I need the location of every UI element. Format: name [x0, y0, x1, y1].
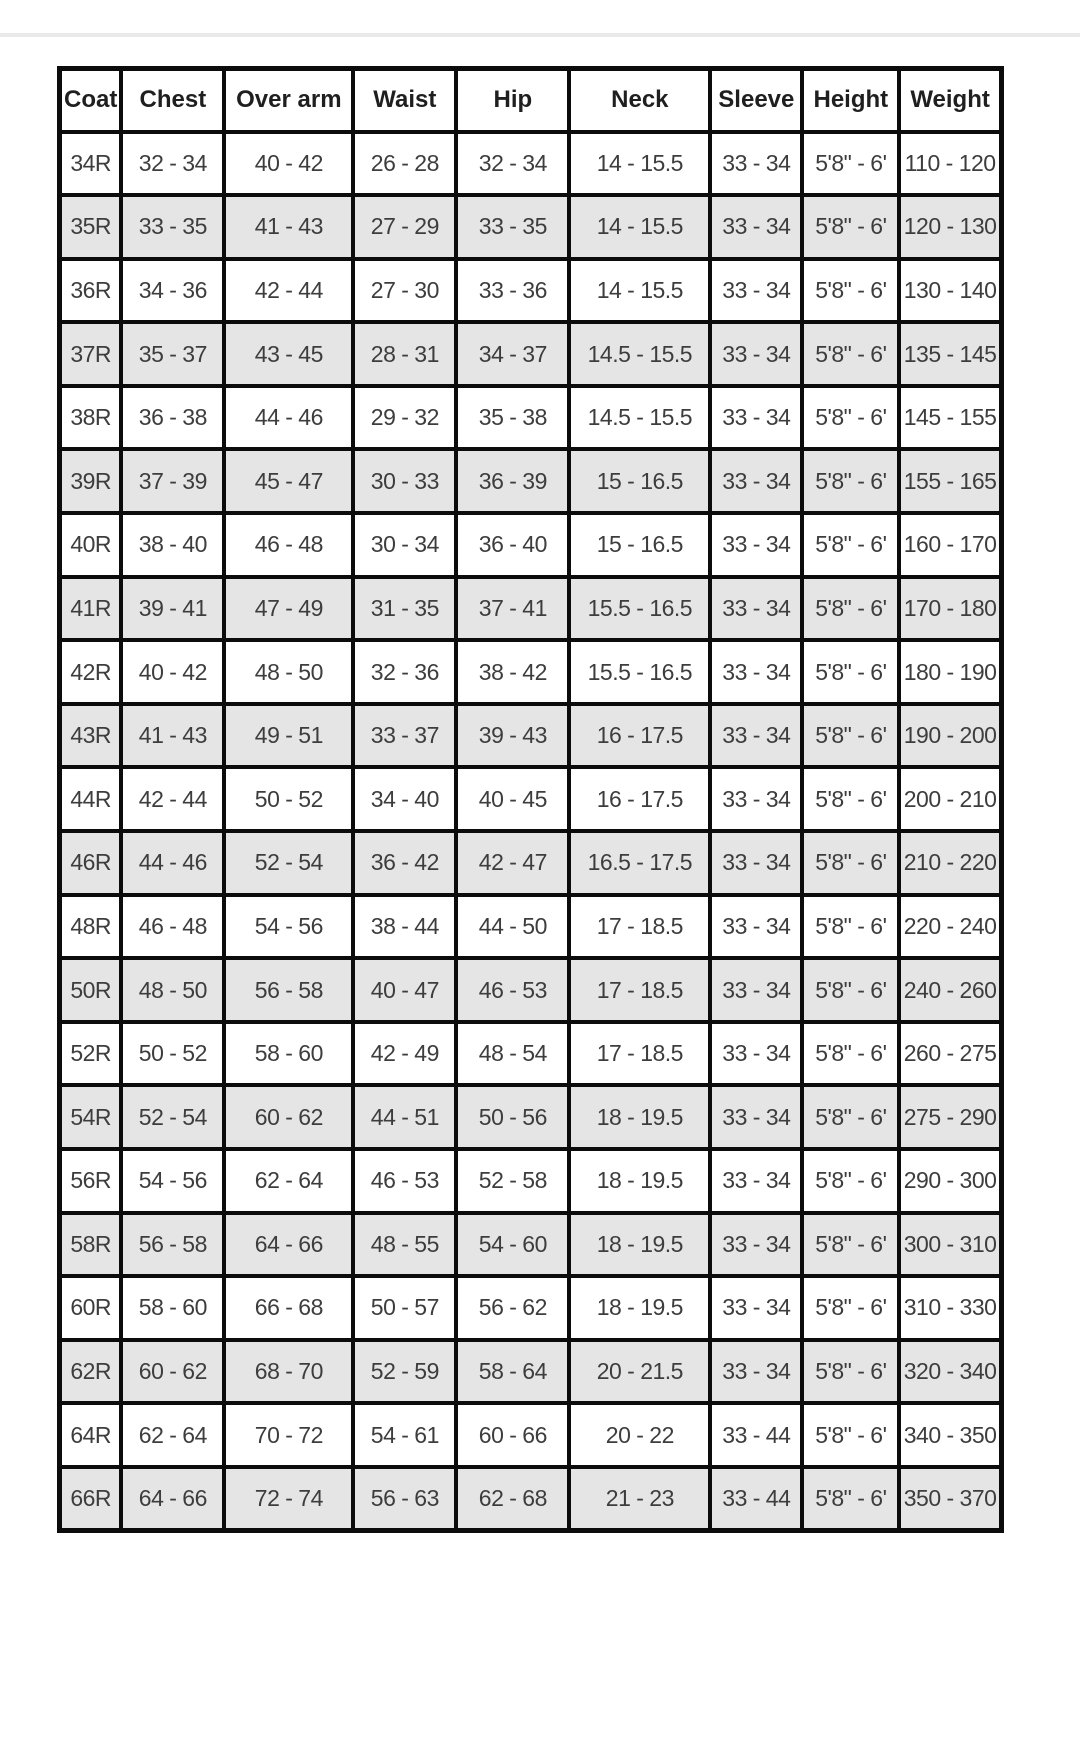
table-cell: 27 - 29 — [353, 195, 456, 259]
table-cell: 34 - 36 — [121, 259, 224, 323]
table-row — [60, 1085, 1002, 1149]
table-row — [60, 767, 1002, 831]
table-cell: 5'8" - 6' — [802, 1340, 899, 1404]
table-cell: 33 - 34 — [710, 767, 802, 831]
table-cell: 17 - 18.5 — [569, 958, 710, 1022]
table-cell: 54 - 56 — [121, 1149, 224, 1213]
table-cell: 5'8" - 6' — [802, 1403, 899, 1467]
table-cell: 130 - 140 — [899, 259, 1001, 323]
table-cell: 42 - 47 — [456, 831, 569, 895]
table-cell: 54 - 56 — [224, 895, 353, 959]
table-cell: 290 - 300 — [899, 1149, 1001, 1213]
table-cell: 210 - 220 — [899, 831, 1001, 895]
table-row — [60, 322, 1002, 386]
table-cell: 350 - 370 — [899, 1467, 1001, 1531]
table-cell: 310 - 330 — [899, 1276, 1001, 1340]
table-cell: 30 - 34 — [353, 513, 456, 577]
table-cell: 33 - 37 — [353, 704, 456, 768]
table-cell: 29 - 32 — [353, 386, 456, 450]
table-cell: 38 - 40 — [121, 513, 224, 577]
table-cell: 33 - 34 — [710, 1276, 802, 1340]
table-cell: 320 - 340 — [899, 1340, 1001, 1404]
table-header — [60, 69, 1002, 132]
table-cell: 31 - 35 — [353, 577, 456, 641]
table-cell: 190 - 200 — [899, 704, 1001, 768]
table-cell: 44 - 46 — [224, 386, 353, 450]
table-row — [60, 513, 1002, 577]
table-cell: 46 - 48 — [121, 895, 224, 959]
table-cell: 33 - 34 — [710, 1340, 802, 1404]
table-cell: 33 - 34 — [710, 1085, 802, 1149]
table-cell: 60 - 62 — [121, 1340, 224, 1404]
table-cell: 48 - 55 — [353, 1213, 456, 1277]
table-cell: 5'8" - 6' — [802, 1149, 899, 1213]
table-cell: 5'8" - 6' — [802, 449, 899, 513]
table-cell: 58 - 60 — [224, 1022, 353, 1086]
table-row — [60, 1022, 1002, 1086]
table-cell: 33 - 34 — [710, 259, 802, 323]
table-cell: 45 - 47 — [224, 449, 353, 513]
table-cell: 5'8" - 6' — [802, 132, 899, 196]
table-cell: 16.5 - 17.5 — [569, 831, 710, 895]
coat-size-cell: 37R — [60, 322, 122, 386]
table-cell: 5'8" - 6' — [802, 386, 899, 450]
table-cell: 340 - 350 — [899, 1403, 1001, 1467]
table-cell: 32 - 36 — [353, 640, 456, 704]
table-cell: 62 - 64 — [121, 1403, 224, 1467]
table-cell: 17 - 18.5 — [569, 895, 710, 959]
table-cell: 135 - 145 — [899, 322, 1001, 386]
table-cell: 30 - 33 — [353, 449, 456, 513]
coat-size-cell: 41R — [60, 577, 122, 641]
table-cell: 42 - 49 — [353, 1022, 456, 1086]
table-row — [60, 132, 1002, 196]
coat-size-cell: 40R — [60, 513, 122, 577]
table-cell: 110 - 120 — [899, 132, 1001, 196]
table-cell: 66 - 68 — [224, 1276, 353, 1340]
table-cell: 220 - 240 — [899, 895, 1001, 959]
coat-size-cell: 48R — [60, 895, 122, 959]
table-cell: 18 - 19.5 — [569, 1213, 710, 1277]
table-cell: 46 - 53 — [456, 958, 569, 1022]
table-cell: 41 - 43 — [224, 195, 353, 259]
table-row — [60, 577, 1002, 641]
table-row — [60, 1213, 1002, 1277]
table-row — [60, 259, 1002, 323]
column-header: Neck — [569, 69, 710, 132]
table-cell: 240 - 260 — [899, 958, 1001, 1022]
table-cell: 33 - 34 — [710, 895, 802, 959]
table-cell: 56 - 58 — [224, 958, 353, 1022]
table-row — [60, 195, 1002, 259]
column-header: Waist — [353, 69, 456, 132]
table-cell: 15.5 - 16.5 — [569, 577, 710, 641]
table-cell: 37 - 41 — [456, 577, 569, 641]
table-cell: 33 - 34 — [710, 1149, 802, 1213]
column-header: Weight — [899, 69, 1001, 132]
table-cell: 72 - 74 — [224, 1467, 353, 1531]
table-cell: 54 - 60 — [456, 1213, 569, 1277]
table-cell: 40 - 45 — [456, 767, 569, 831]
table-cell: 64 - 66 — [224, 1213, 353, 1277]
table-cell: 15 - 16.5 — [569, 513, 710, 577]
table-body — [60, 132, 1002, 1531]
table-row — [60, 1149, 1002, 1213]
table-cell: 62 - 68 — [456, 1467, 569, 1531]
table-row — [60, 449, 1002, 513]
table-cell: 38 - 42 — [456, 640, 569, 704]
table-cell: 26 - 28 — [353, 132, 456, 196]
table-cell: 18 - 19.5 — [569, 1276, 710, 1340]
table-cell: 64 - 66 — [121, 1467, 224, 1531]
table-cell: 170 - 180 — [899, 577, 1001, 641]
table-cell: 54 - 61 — [353, 1403, 456, 1467]
table-cell: 62 - 64 — [224, 1149, 353, 1213]
table-cell: 34 - 37 — [456, 322, 569, 386]
table-cell: 36 - 39 — [456, 449, 569, 513]
table-cell: 56 - 62 — [456, 1276, 569, 1340]
table-cell: 50 - 52 — [121, 1022, 224, 1086]
table-cell: 49 - 51 — [224, 704, 353, 768]
table-cell: 17 - 18.5 — [569, 1022, 710, 1086]
table-row — [60, 704, 1002, 768]
table-cell: 40 - 47 — [353, 958, 456, 1022]
coat-size-cell: 39R — [60, 449, 122, 513]
coat-size-cell: 38R — [60, 386, 122, 450]
table-cell: 33 - 34 — [710, 704, 802, 768]
table-cell: 33 - 36 — [456, 259, 569, 323]
table-cell: 41 - 43 — [121, 704, 224, 768]
column-header: Hip — [456, 69, 569, 132]
table-cell: 47 - 49 — [224, 577, 353, 641]
table-cell: 5'8" - 6' — [802, 577, 899, 641]
coat-size-cell: 34R — [60, 132, 122, 196]
size-chart-table — [57, 66, 1004, 1533]
table-cell: 36 - 38 — [121, 386, 224, 450]
coat-size-cell: 62R — [60, 1340, 122, 1404]
column-header: Coat — [60, 69, 122, 132]
table-cell: 35 - 37 — [121, 322, 224, 386]
table-cell: 33 - 34 — [710, 513, 802, 577]
coat-size-cell: 35R — [60, 195, 122, 259]
table-cell: 50 - 52 — [224, 767, 353, 831]
table-cell: 5'8" - 6' — [802, 640, 899, 704]
table-cell: 52 - 54 — [121, 1085, 224, 1149]
table-cell: 27 - 30 — [353, 259, 456, 323]
table-cell: 60 - 62 — [224, 1085, 353, 1149]
table-cell: 18 - 19.5 — [569, 1085, 710, 1149]
table-cell: 5'8" - 6' — [802, 1213, 899, 1277]
coat-size-cell: 56R — [60, 1149, 122, 1213]
table-cell: 60 - 66 — [456, 1403, 569, 1467]
table-cell: 52 - 58 — [456, 1149, 569, 1213]
table-cell: 5'8" - 6' — [802, 1022, 899, 1086]
table-cell: 33 - 35 — [456, 195, 569, 259]
table-cell: 300 - 310 — [899, 1213, 1001, 1277]
table-cell: 33 - 34 — [710, 322, 802, 386]
table-cell: 15 - 16.5 — [569, 449, 710, 513]
table-cell: 5'8" - 6' — [802, 513, 899, 577]
table-cell: 33 - 44 — [710, 1403, 802, 1467]
table-cell: 33 - 44 — [710, 1467, 802, 1531]
table-cell: 33 - 34 — [710, 1213, 802, 1277]
coat-size-cell: 36R — [60, 259, 122, 323]
table-cell: 36 - 42 — [353, 831, 456, 895]
table-cell: 40 - 42 — [224, 132, 353, 196]
table-row — [60, 1467, 1002, 1531]
table-row — [60, 958, 1002, 1022]
table-cell: 5'8" - 6' — [802, 704, 899, 768]
table-cell: 14 - 15.5 — [569, 195, 710, 259]
table-cell: 52 - 54 — [224, 831, 353, 895]
table-cell: 33 - 34 — [710, 958, 802, 1022]
table-cell: 40 - 42 — [121, 640, 224, 704]
coat-size-cell: 50R — [60, 958, 122, 1022]
table-cell: 35 - 38 — [456, 386, 569, 450]
table-cell: 5'8" - 6' — [802, 1467, 899, 1531]
table-cell: 44 - 46 — [121, 831, 224, 895]
table-row — [60, 831, 1002, 895]
table-cell: 56 - 63 — [353, 1467, 456, 1531]
coat-size-cell: 58R — [60, 1213, 122, 1277]
column-header: Over arm — [224, 69, 353, 132]
column-header: Sleeve — [710, 69, 802, 132]
table-cell: 21 - 23 — [569, 1467, 710, 1531]
table-cell: 15.5 - 16.5 — [569, 640, 710, 704]
table-cell: 58 - 64 — [456, 1340, 569, 1404]
header-row — [60, 69, 1002, 132]
table-cell: 42 - 44 — [121, 767, 224, 831]
table-cell: 16 - 17.5 — [569, 704, 710, 768]
coat-size-cell: 43R — [60, 704, 122, 768]
coat-size-cell: 46R — [60, 831, 122, 895]
table-cell: 14 - 15.5 — [569, 132, 710, 196]
table-cell: 14 - 15.5 — [569, 259, 710, 323]
table-cell: 37 - 39 — [121, 449, 224, 513]
table-cell: 39 - 41 — [121, 577, 224, 641]
column-header: Chest — [121, 69, 224, 132]
table-cell: 200 - 210 — [899, 767, 1001, 831]
table-cell: 33 - 34 — [710, 640, 802, 704]
table-cell: 46 - 48 — [224, 513, 353, 577]
table-cell: 33 - 34 — [710, 195, 802, 259]
table-cell: 120 - 130 — [899, 195, 1001, 259]
table-cell: 39 - 43 — [456, 704, 569, 768]
table-cell: 33 - 34 — [710, 386, 802, 450]
coat-size-cell: 64R — [60, 1403, 122, 1467]
column-header: Height — [802, 69, 899, 132]
table-cell: 160 - 170 — [899, 513, 1001, 577]
table-cell: 33 - 34 — [710, 831, 802, 895]
table-cell: 42 - 44 — [224, 259, 353, 323]
table-cell: 5'8" - 6' — [802, 958, 899, 1022]
table-cell: 18 - 19.5 — [569, 1149, 710, 1213]
coat-size-cell: 52R — [60, 1022, 122, 1086]
table-cell: 33 - 34 — [710, 449, 802, 513]
table-cell: 5'8" - 6' — [802, 259, 899, 323]
table-row — [60, 1403, 1002, 1467]
table-cell: 48 - 54 — [456, 1022, 569, 1086]
top-divider — [0, 33, 1080, 37]
table-cell: 33 - 34 — [710, 132, 802, 196]
table-cell: 14.5 - 15.5 — [569, 386, 710, 450]
table-cell: 38 - 44 — [353, 895, 456, 959]
table-cell: 5'8" - 6' — [802, 895, 899, 959]
table-cell: 58 - 60 — [121, 1276, 224, 1340]
table-cell: 43 - 45 — [224, 322, 353, 386]
table-cell: 260 - 275 — [899, 1022, 1001, 1086]
table-row — [60, 1276, 1002, 1340]
table-cell: 48 - 50 — [224, 640, 353, 704]
table-cell: 56 - 58 — [121, 1213, 224, 1277]
table-cell: 5'8" - 6' — [802, 322, 899, 386]
table-cell: 70 - 72 — [224, 1403, 353, 1467]
table-cell: 34 - 40 — [353, 767, 456, 831]
coat-size-cell: 44R — [60, 767, 122, 831]
table-cell: 155 - 165 — [899, 449, 1001, 513]
table-cell: 44 - 50 — [456, 895, 569, 959]
table-cell: 32 - 34 — [456, 132, 569, 196]
table-row — [60, 640, 1002, 704]
table-cell: 36 - 40 — [456, 513, 569, 577]
table-cell: 46 - 53 — [353, 1149, 456, 1213]
table-cell: 44 - 51 — [353, 1085, 456, 1149]
table-row — [60, 386, 1002, 450]
table-cell: 28 - 31 — [353, 322, 456, 386]
table-cell: 20 - 21.5 — [569, 1340, 710, 1404]
table-cell: 20 - 22 — [569, 1403, 710, 1467]
table-cell: 16 - 17.5 — [569, 767, 710, 831]
table-cell: 33 - 34 — [710, 577, 802, 641]
table-cell: 180 - 190 — [899, 640, 1001, 704]
table-cell: 50 - 56 — [456, 1085, 569, 1149]
table-cell: 68 - 70 — [224, 1340, 353, 1404]
table-cell: 5'8" - 6' — [802, 767, 899, 831]
coat-size-cell: 54R — [60, 1085, 122, 1149]
table-cell: 275 - 290 — [899, 1085, 1001, 1149]
table-cell: 5'8" - 6' — [802, 195, 899, 259]
coat-size-cell: 60R — [60, 1276, 122, 1340]
table-cell: 33 - 34 — [710, 1022, 802, 1086]
coat-size-cell: 42R — [60, 640, 122, 704]
table-cell: 14.5 - 15.5 — [569, 322, 710, 386]
table-cell: 5'8" - 6' — [802, 1085, 899, 1149]
coat-size-cell: 66R — [60, 1467, 122, 1531]
table-cell: 52 - 59 — [353, 1340, 456, 1404]
table-cell: 5'8" - 6' — [802, 831, 899, 895]
table-row — [60, 1340, 1002, 1404]
table-cell: 5'8" - 6' — [802, 1276, 899, 1340]
table-cell: 33 - 35 — [121, 195, 224, 259]
table-row — [60, 895, 1002, 959]
table-cell: 145 - 155 — [899, 386, 1001, 450]
table-cell: 32 - 34 — [121, 132, 224, 196]
table-cell: 48 - 50 — [121, 958, 224, 1022]
table-cell: 50 - 57 — [353, 1276, 456, 1340]
